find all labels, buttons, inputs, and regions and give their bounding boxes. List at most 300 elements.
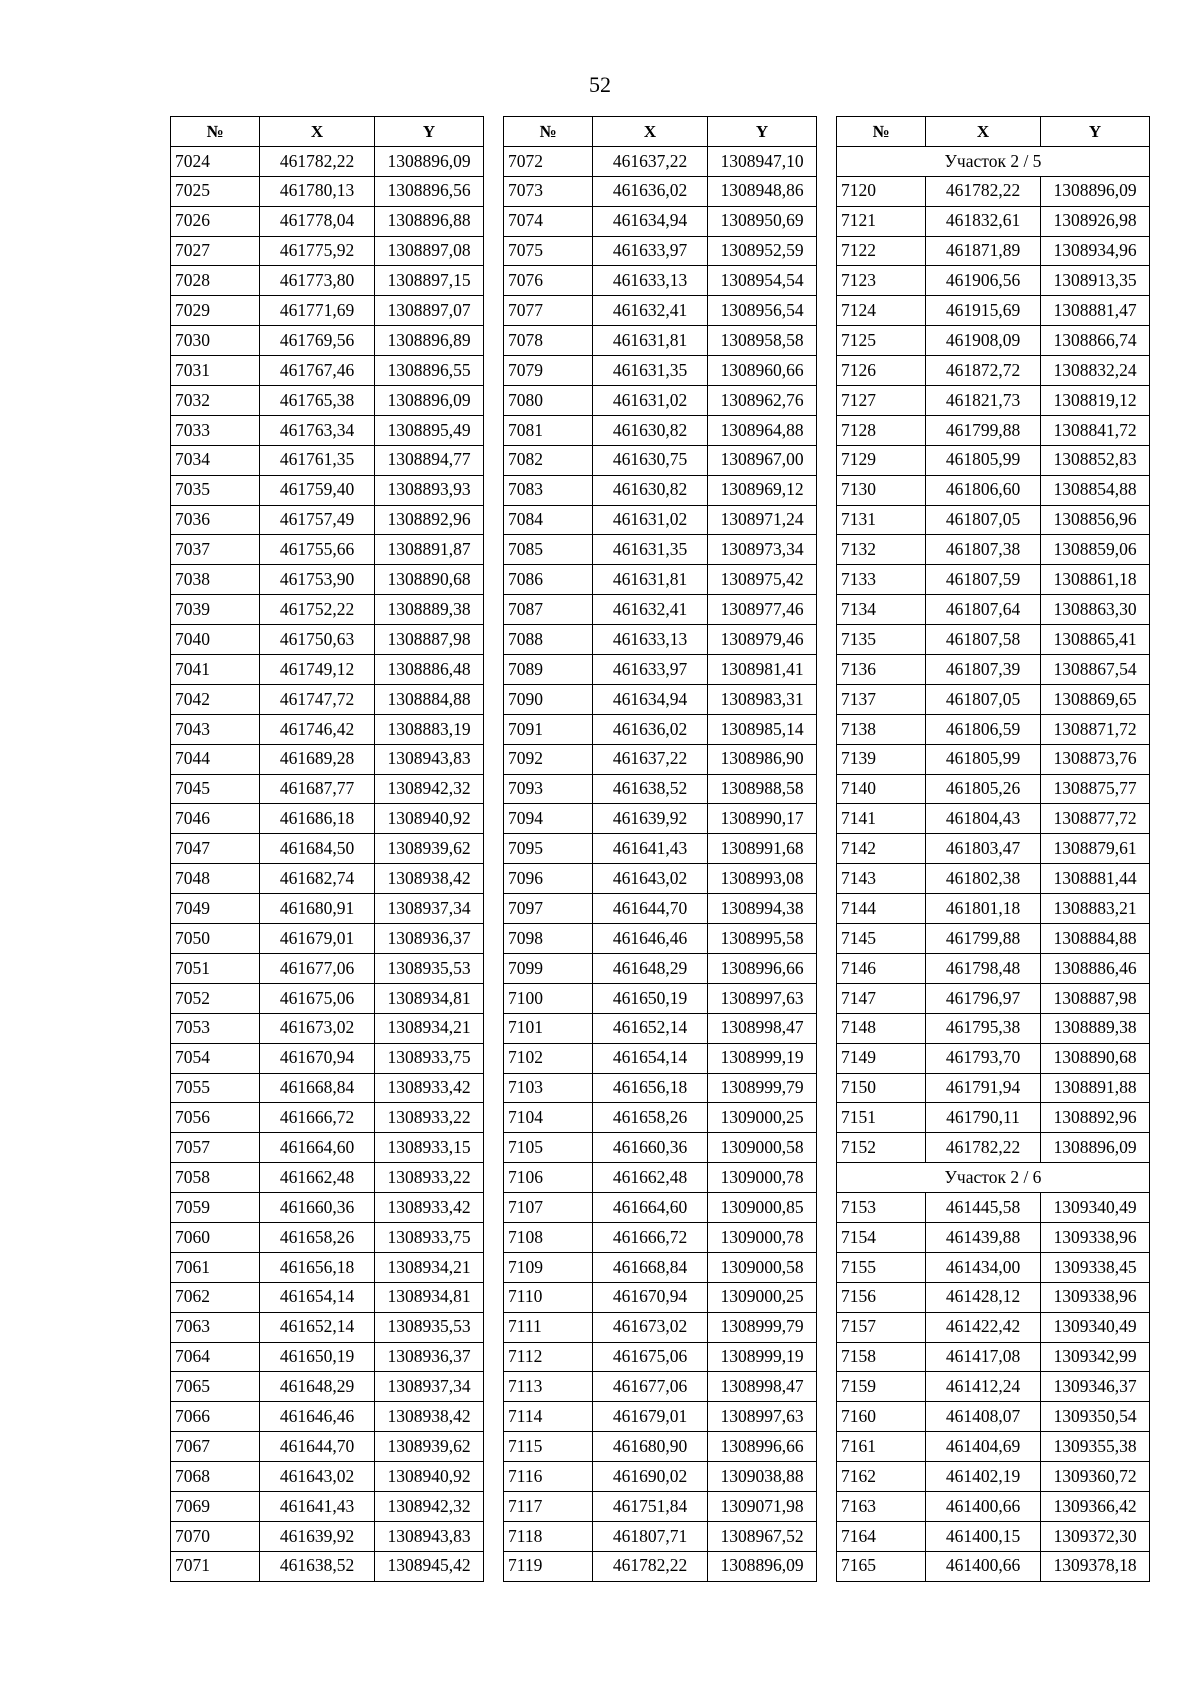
y-coordinate: 1308967,52: [708, 1521, 817, 1551]
x-coordinate: 461656,18: [260, 1252, 375, 1282]
y-coordinate: 1308997,63: [708, 1402, 817, 1432]
table-row: [171, 1462, 484, 1492]
x-coordinate: 461761,35: [260, 445, 375, 475]
point-number: 7029: [171, 296, 260, 326]
x-coordinate: 461804,43: [926, 804, 1041, 834]
point-number: 7147: [837, 983, 926, 1013]
table-row: [837, 296, 1150, 326]
point-number: 7070: [171, 1521, 260, 1551]
table-row: [837, 1133, 1150, 1163]
table-row: [837, 1282, 1150, 1312]
point-number: 7123: [837, 266, 926, 296]
x-coordinate: 461652,14: [593, 1013, 708, 1043]
x-coordinate: 461408,07: [926, 1402, 1041, 1432]
x-coordinate: 461746,42: [260, 714, 375, 744]
point-number: 7151: [837, 1103, 926, 1133]
table-row: [504, 535, 817, 565]
point-number: 7137: [837, 684, 926, 714]
point-number: 7142: [837, 834, 926, 864]
table-row: [504, 1073, 817, 1103]
x-coordinate: 461796,97: [926, 983, 1041, 1013]
table-row: [504, 595, 817, 625]
point-number: 7133: [837, 565, 926, 595]
point-number: 7159: [837, 1372, 926, 1402]
y-coordinate: 1309340,49: [1041, 1193, 1150, 1223]
x-coordinate: 461652,14: [260, 1312, 375, 1342]
table-row: [504, 236, 817, 266]
point-number: 7163: [837, 1491, 926, 1521]
x-coordinate: 461680,90: [593, 1432, 708, 1462]
table-row: [504, 445, 817, 475]
table-row: [837, 1043, 1150, 1073]
table-row: [837, 1491, 1150, 1521]
x-coordinate: 461634,94: [593, 684, 708, 714]
y-coordinate: 1308998,47: [708, 1372, 817, 1402]
table-row: [837, 266, 1150, 296]
y-coordinate: 1308877,72: [1041, 804, 1150, 834]
y-coordinate: 1308983,31: [708, 684, 817, 714]
table-row: [171, 894, 484, 924]
point-number: 7116: [504, 1462, 593, 1492]
x-coordinate: 461805,99: [926, 744, 1041, 774]
y-coordinate: 1308832,24: [1041, 356, 1150, 386]
x-coordinate: 461807,58: [926, 625, 1041, 655]
y-coordinate: 1308819,12: [1041, 386, 1150, 416]
x-coordinate: 461755,66: [260, 535, 375, 565]
y-coordinate: 1308897,15: [375, 266, 484, 296]
y-coordinate: 1308973,34: [708, 535, 817, 565]
y-coordinate: 1308934,21: [375, 1252, 484, 1282]
y-coordinate: 1308939,62: [375, 834, 484, 864]
point-number: 7144: [837, 894, 926, 924]
x-coordinate: 461799,88: [926, 415, 1041, 445]
x-coordinate: 461648,29: [260, 1372, 375, 1402]
point-number: 7025: [171, 176, 260, 206]
table-row: [171, 326, 484, 356]
x-coordinate: 461806,59: [926, 714, 1041, 744]
y-coordinate: 1308986,90: [708, 744, 817, 774]
table-row: [837, 505, 1150, 535]
x-coordinate: 461793,70: [926, 1043, 1041, 1073]
x-coordinate: 461633,97: [593, 655, 708, 685]
y-coordinate: 1308913,35: [1041, 266, 1150, 296]
y-coordinate: 1309378,18: [1041, 1551, 1150, 1581]
point-number: 7098: [504, 924, 593, 954]
table-row: [504, 1372, 817, 1402]
table-row: [171, 595, 484, 625]
x-coordinate: 461677,06: [593, 1372, 708, 1402]
y-coordinate: 1309000,78: [708, 1163, 817, 1193]
table-row: [171, 1013, 484, 1043]
table-row: [504, 655, 817, 685]
point-number: 7056: [171, 1103, 260, 1133]
table-row: [504, 326, 817, 356]
point-number: 7030: [171, 326, 260, 356]
table-row: [171, 386, 484, 416]
table-row: [837, 834, 1150, 864]
y-coordinate: 1308933,15: [375, 1133, 484, 1163]
table-row: [837, 1372, 1150, 1402]
y-coordinate: 1308854,88: [1041, 475, 1150, 505]
point-number: 7131: [837, 505, 926, 535]
x-coordinate: 461631,35: [593, 535, 708, 565]
table-row: [837, 684, 1150, 714]
point-number: 7072: [504, 146, 593, 176]
table-row: [171, 415, 484, 445]
point-number: 7155: [837, 1252, 926, 1282]
table-row: [504, 176, 817, 206]
y-coordinate: 1308964,88: [708, 415, 817, 445]
y-coordinate: 1309350,54: [1041, 1402, 1150, 1432]
x-coordinate: 461771,69: [260, 296, 375, 326]
x-coordinate: 461643,02: [593, 864, 708, 894]
y-coordinate: 1308886,48: [375, 655, 484, 685]
x-coordinate: 461633,97: [593, 236, 708, 266]
y-coordinate: 1309342,99: [1041, 1342, 1150, 1372]
table-row: [171, 953, 484, 983]
y-coordinate: 1308887,98: [375, 625, 484, 655]
table-row: [504, 1133, 817, 1163]
x-coordinate: 461631,81: [593, 326, 708, 356]
x-coordinate: 461752,22: [260, 595, 375, 625]
table-row: [837, 206, 1150, 236]
point-number: 7060: [171, 1222, 260, 1252]
point-number: 7152: [837, 1133, 926, 1163]
table-row: [837, 1521, 1150, 1551]
point-number: 7127: [837, 386, 926, 416]
table-row: [504, 983, 817, 1013]
table-row: [837, 1312, 1150, 1342]
y-coordinate: 1309346,37: [1041, 1372, 1150, 1402]
x-coordinate: 461666,72: [593, 1222, 708, 1252]
y-coordinate: 1308933,75: [375, 1043, 484, 1073]
y-coordinate: 1308934,81: [375, 1282, 484, 1312]
y-coordinate: 1308940,92: [375, 804, 484, 834]
x-coordinate: 461807,05: [926, 505, 1041, 535]
x-coordinate: 461428,12: [926, 1282, 1041, 1312]
column-header-number: №: [837, 117, 926, 147]
x-coordinate: 461750,63: [260, 625, 375, 655]
table-row: [171, 864, 484, 894]
point-number: 7083: [504, 475, 593, 505]
point-number: 7158: [837, 1342, 926, 1372]
y-coordinate: 1309071,98: [708, 1491, 817, 1521]
y-coordinate: 1308985,14: [708, 714, 817, 744]
y-coordinate: 1308896,89: [375, 326, 484, 356]
point-number: 7125: [837, 326, 926, 356]
y-coordinate: 1308950,69: [708, 206, 817, 236]
point-number: 7095: [504, 834, 593, 864]
x-coordinate: 461664,60: [260, 1133, 375, 1163]
y-coordinate: 1308892,96: [1041, 1103, 1150, 1133]
column-header-x: X: [593, 117, 708, 147]
table-row: [171, 804, 484, 834]
y-coordinate: 1308967,00: [708, 445, 817, 475]
x-coordinate: 461749,12: [260, 655, 375, 685]
point-number: 7122: [837, 236, 926, 266]
x-coordinate: 461780,13: [260, 176, 375, 206]
y-coordinate: 1309000,85: [708, 1193, 817, 1223]
x-coordinate: 461662,48: [260, 1163, 375, 1193]
x-coordinate: 461662,48: [593, 1163, 708, 1193]
point-number: 7099: [504, 953, 593, 983]
table-row: [504, 1551, 817, 1581]
point-number: 7038: [171, 565, 260, 595]
y-coordinate: 1308896,09: [1041, 1133, 1150, 1163]
table-row: [171, 1372, 484, 1402]
point-number: 7045: [171, 774, 260, 804]
y-coordinate: 1308863,30: [1041, 595, 1150, 625]
y-coordinate: 1308952,59: [708, 236, 817, 266]
table-row: [171, 774, 484, 804]
table-row: [171, 445, 484, 475]
y-coordinate: 1309038,88: [708, 1462, 817, 1492]
y-coordinate: 1308936,37: [375, 924, 484, 954]
table-row: [171, 1073, 484, 1103]
y-coordinate: 1308893,93: [375, 475, 484, 505]
column-header-y: Y: [375, 117, 484, 147]
table-row: [504, 475, 817, 505]
table-row: [504, 1432, 817, 1462]
y-coordinate: 1308852,83: [1041, 445, 1150, 475]
y-coordinate: 1309000,58: [708, 1133, 817, 1163]
table-row: [171, 1252, 484, 1282]
y-coordinate: 1308889,38: [375, 595, 484, 625]
table-row: [171, 1103, 484, 1133]
point-number: 7161: [837, 1432, 926, 1462]
point-number: 7134: [837, 595, 926, 625]
page-number: 52: [589, 72, 611, 97]
table-row: [504, 1222, 817, 1252]
point-number: 7052: [171, 983, 260, 1013]
x-coordinate: 461807,71: [593, 1521, 708, 1551]
x-coordinate: 461631,02: [593, 386, 708, 416]
y-coordinate: 1308881,47: [1041, 296, 1150, 326]
point-number: 7140: [837, 774, 926, 804]
x-coordinate: 461687,77: [260, 774, 375, 804]
x-coordinate: 461439,88: [926, 1222, 1041, 1252]
y-coordinate: 1308890,68: [1041, 1043, 1150, 1073]
x-coordinate: 461807,39: [926, 655, 1041, 685]
point-number: 7051: [171, 953, 260, 983]
point-number: 7026: [171, 206, 260, 236]
point-number: 7053: [171, 1013, 260, 1043]
x-coordinate: 461747,72: [260, 684, 375, 714]
y-coordinate: 1308859,06: [1041, 535, 1150, 565]
x-coordinate: 461666,72: [260, 1103, 375, 1133]
y-coordinate: 1308887,98: [1041, 983, 1150, 1013]
x-coordinate: 461400,66: [926, 1551, 1041, 1581]
y-coordinate: 1309000,25: [708, 1103, 817, 1133]
point-number: 7097: [504, 894, 593, 924]
point-number: 7112: [504, 1342, 593, 1372]
table-row: [171, 146, 484, 176]
point-number: 7132: [837, 535, 926, 565]
y-coordinate: 1308841,72: [1041, 415, 1150, 445]
x-coordinate: 461778,04: [260, 206, 375, 236]
table-row: [504, 505, 817, 535]
x-coordinate: 461677,06: [260, 953, 375, 983]
table-row: [504, 774, 817, 804]
y-coordinate: 1308934,81: [375, 983, 484, 1013]
point-number: 7067: [171, 1432, 260, 1462]
point-number: 7028: [171, 266, 260, 296]
y-coordinate: 1308943,83: [375, 744, 484, 774]
point-number: 7139: [837, 744, 926, 774]
point-number: 7064: [171, 1342, 260, 1372]
x-coordinate: 461637,22: [593, 146, 708, 176]
point-number: 7055: [171, 1073, 260, 1103]
x-coordinate: 461682,74: [260, 864, 375, 894]
table-row: [171, 1193, 484, 1223]
x-coordinate: 461769,56: [260, 326, 375, 356]
point-number: 7061: [171, 1252, 260, 1282]
y-coordinate: 1308883,21: [1041, 894, 1150, 924]
x-coordinate: 461765,38: [260, 386, 375, 416]
point-number: 7115: [504, 1432, 593, 1462]
y-coordinate: 1308943,83: [375, 1521, 484, 1551]
y-coordinate: 1308896,09: [375, 146, 484, 176]
x-coordinate: 461908,09: [926, 326, 1041, 356]
table-row: [504, 924, 817, 954]
table-row: [837, 1193, 1150, 1223]
table-row: [837, 535, 1150, 565]
x-coordinate: 461631,81: [593, 565, 708, 595]
y-coordinate: 1308971,24: [708, 505, 817, 535]
y-coordinate: 1309372,30: [1041, 1521, 1150, 1551]
point-number: 7092: [504, 744, 593, 774]
table-row: [171, 535, 484, 565]
y-coordinate: 1308975,42: [708, 565, 817, 595]
x-coordinate: 461631,35: [593, 356, 708, 386]
y-coordinate: 1308866,74: [1041, 326, 1150, 356]
x-coordinate: 461821,73: [926, 386, 1041, 416]
x-coordinate: 461402,19: [926, 1462, 1041, 1492]
point-number: 7073: [504, 176, 593, 206]
x-coordinate: 461631,02: [593, 505, 708, 535]
y-coordinate: 1309000,78: [708, 1222, 817, 1252]
x-coordinate: 461673,02: [593, 1312, 708, 1342]
y-coordinate: 1308942,32: [375, 1491, 484, 1521]
x-coordinate: 461670,94: [260, 1043, 375, 1073]
x-coordinate: 461434,00: [926, 1252, 1041, 1282]
table-row: [837, 625, 1150, 655]
point-number: 7090: [504, 684, 593, 714]
y-coordinate: 1308884,88: [375, 684, 484, 714]
x-coordinate: 461664,60: [593, 1193, 708, 1223]
y-coordinate: 1308896,88: [375, 206, 484, 236]
y-coordinate: 1308895,49: [375, 415, 484, 445]
x-coordinate: 461751,84: [593, 1491, 708, 1521]
y-coordinate: 1309338,45: [1041, 1252, 1150, 1282]
y-coordinate: 1308977,46: [708, 595, 817, 625]
table-row: [837, 894, 1150, 924]
point-number: 7162: [837, 1462, 926, 1492]
table-row: [837, 864, 1150, 894]
x-coordinate: 461412,24: [926, 1372, 1041, 1402]
y-coordinate: 1309000,58: [708, 1252, 817, 1282]
point-number: 7046: [171, 804, 260, 834]
y-coordinate: 1308960,66: [708, 356, 817, 386]
y-coordinate: 1308994,38: [708, 894, 817, 924]
x-coordinate: 461906,56: [926, 266, 1041, 296]
y-coordinate: 1308938,42: [375, 1402, 484, 1432]
x-coordinate: 461679,01: [593, 1402, 708, 1432]
table-row: [171, 1133, 484, 1163]
point-number: 7078: [504, 326, 593, 356]
table-row: [837, 953, 1150, 983]
point-number: 7117: [504, 1491, 593, 1521]
y-coordinate: 1309338,96: [1041, 1282, 1150, 1312]
y-coordinate: 1309366,42: [1041, 1491, 1150, 1521]
point-number: 7148: [837, 1013, 926, 1043]
x-coordinate: 461636,02: [593, 714, 708, 744]
x-coordinate: 461400,66: [926, 1491, 1041, 1521]
y-coordinate: 1308936,37: [375, 1342, 484, 1372]
x-coordinate: 461807,59: [926, 565, 1041, 595]
x-coordinate: 461670,94: [593, 1282, 708, 1312]
x-coordinate: 461668,84: [593, 1252, 708, 1282]
table-row: [837, 1551, 1150, 1581]
y-coordinate: 1308969,12: [708, 475, 817, 505]
table-row: [171, 1222, 484, 1252]
table-row: [171, 625, 484, 655]
x-coordinate: 461782,22: [926, 1133, 1041, 1163]
point-number: 7042: [171, 684, 260, 714]
table-row: [504, 1521, 817, 1551]
y-coordinate: 1308958,58: [708, 326, 817, 356]
table-row: [837, 386, 1150, 416]
y-coordinate: 1308897,08: [375, 236, 484, 266]
y-coordinate: 1308999,79: [708, 1073, 817, 1103]
x-coordinate: 461807,64: [926, 595, 1041, 625]
x-coordinate: 461644,70: [260, 1432, 375, 1462]
point-number: 7024: [171, 146, 260, 176]
table-row: [504, 953, 817, 983]
y-coordinate: 1308956,54: [708, 296, 817, 326]
table-row: [171, 1521, 484, 1551]
x-coordinate: 461636,02: [593, 176, 708, 206]
point-number: 7110: [504, 1282, 593, 1312]
y-coordinate: 1309355,38: [1041, 1432, 1150, 1462]
x-coordinate: 461832,61: [926, 206, 1041, 236]
x-coordinate: 461680,91: [260, 894, 375, 924]
y-coordinate: 1308996,66: [708, 953, 817, 983]
table-row: [171, 1402, 484, 1432]
x-coordinate: 461660,36: [260, 1193, 375, 1223]
table-row: [837, 445, 1150, 475]
y-coordinate: 1308865,41: [1041, 625, 1150, 655]
table-row: [504, 386, 817, 416]
y-coordinate: 1308934,21: [375, 1013, 484, 1043]
point-number: 7057: [171, 1133, 260, 1163]
x-coordinate: 461650,19: [260, 1342, 375, 1372]
table-row: [837, 924, 1150, 954]
point-number: 7164: [837, 1521, 926, 1551]
point-number: 7153: [837, 1193, 926, 1223]
x-coordinate: 461654,14: [593, 1043, 708, 1073]
table-row: [171, 684, 484, 714]
y-coordinate: 1308896,09: [1041, 176, 1150, 206]
point-number: 7069: [171, 1491, 260, 1521]
x-coordinate: 461658,26: [593, 1103, 708, 1133]
y-coordinate: 1308933,22: [375, 1163, 484, 1193]
point-number: 7032: [171, 386, 260, 416]
point-number: 7101: [504, 1013, 593, 1043]
point-number: 7102: [504, 1043, 593, 1073]
y-coordinate: 1308890,68: [375, 565, 484, 595]
table-row: [837, 595, 1150, 625]
